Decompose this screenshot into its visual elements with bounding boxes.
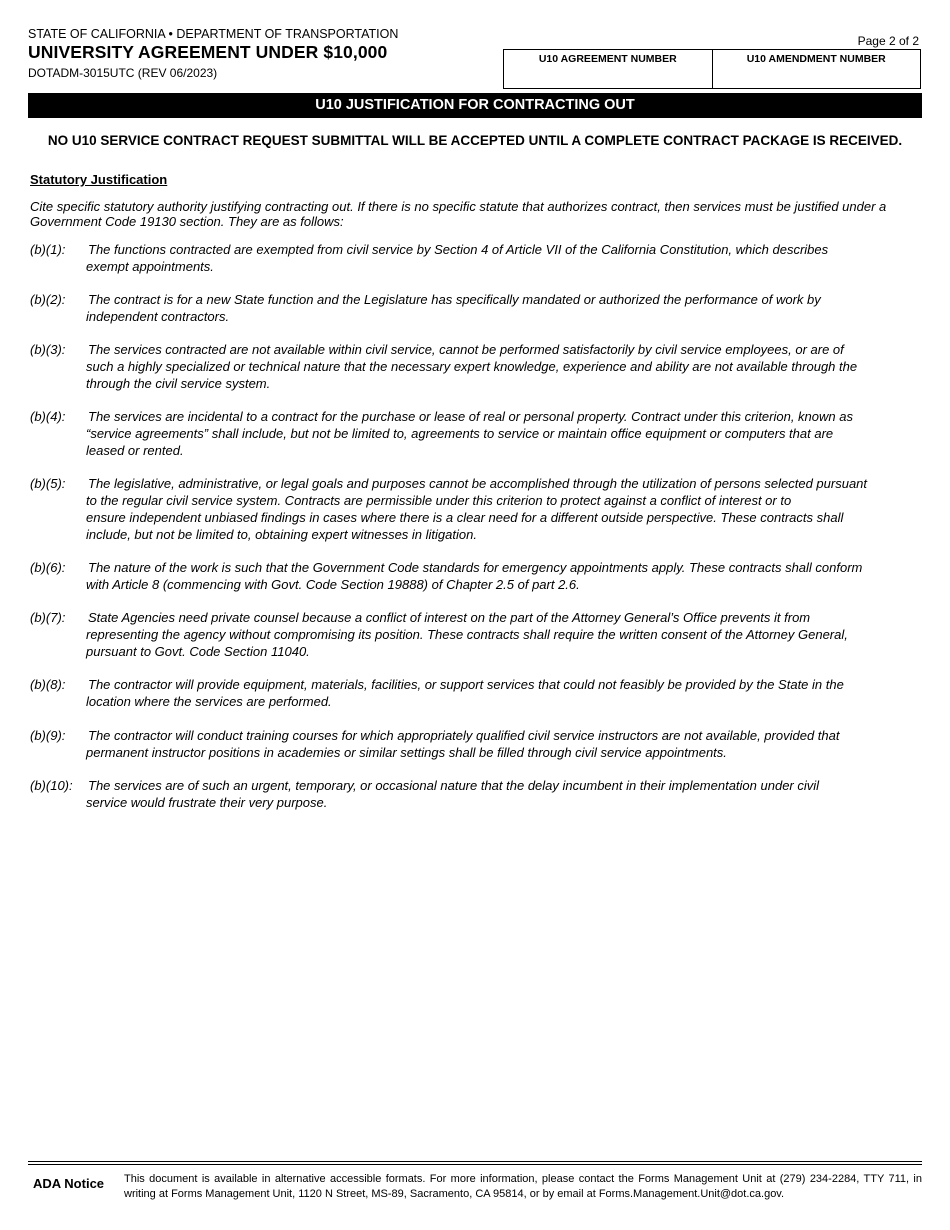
- justification-first-line: [30, 777, 920, 794]
- justification-item: [30, 777, 920, 811]
- justification-item: [30, 475, 920, 543]
- justification-text: The contractor will provide equipment, materials, facilities, or support services that could not feasibly be provided by the State in the: [88, 677, 844, 692]
- justification-continuation: through the civil service system.: [86, 376, 271, 391]
- justification-code: (b)(7):: [30, 610, 66, 625]
- statutory-heading: Statutory Justification: [30, 172, 168, 187]
- justification-continuation: exempt appointments.: [86, 259, 214, 274]
- justification-first-line: [30, 291, 920, 308]
- form-title: UNIVERSITY AGREEMENT UNDER $10,000: [28, 42, 388, 62]
- justification-continuation: such a highly specialized or technical nature that the necessary expert knowledge, experience and ability are not available through the: [86, 359, 858, 374]
- justification-text: The functions contracted are exempted from civil service by Section 4 of Article VII of the California Constitution, which describes: [88, 242, 829, 257]
- section-title-bar: U10 JUSTIFICATION FOR CONTRACTING OUT: [28, 93, 922, 118]
- footer-divider-double: [28, 1164, 922, 1165]
- footer-divider: [28, 1161, 922, 1162]
- justification-continuation: to the regular civil service system. Contracts are permissible under this criterion to protect against a conflict of interest or to: [86, 493, 792, 508]
- agency-name: STATE OF CALIFORNIA • DEPARTMENT OF TRANSPORTATION: [28, 27, 399, 41]
- justification-continuation: independent contractors.: [86, 309, 230, 324]
- justification-code: (b)(4):: [30, 409, 66, 424]
- justification-item: [30, 559, 920, 593]
- justification-code: (b)(2):: [30, 292, 66, 307]
- justification-first-line: [30, 241, 920, 258]
- justification-continuation: “service agreements” shall include, but not be limited to, agreements to service or maintain office equipment or computers that are: [86, 426, 834, 441]
- justification-continuation: service would frustrate their very purpose.: [86, 795, 328, 810]
- justification-code: (b)(8):: [30, 677, 66, 692]
- justification-code: (b)(1):: [30, 242, 66, 257]
- justification-first-line: [30, 559, 920, 576]
- submittal-notice: NO U10 SERVICE CONTRACT REQUEST SUBMITTAL WILL BE ACCEPTED UNTIL A COMPLETE CONTRACT PACKAGE IS RECEIVED.: [47, 133, 903, 148]
- justification-first-line: [30, 609, 920, 626]
- justification-text: State Agencies need private counsel because a conflict of interest on the part of the Attorney General’s Office prevents it from: [88, 610, 811, 625]
- justification-first-line: [30, 727, 920, 744]
- justification-continuation: representing the agency without compromising its position. These contracts shall require the written consent of the Attorney General,: [86, 627, 848, 642]
- form-number: DOTADM-3015UTC (REV 06/2023): [28, 66, 218, 80]
- justification-code: (b)(6):: [30, 560, 66, 575]
- amendment-number-label: U10 AMENDMENT NUMBER: [746, 53, 886, 65]
- justification-item: [30, 727, 920, 761]
- justification-text: The services are incidental to a contract for the purchase or lease of real or personal property. Contract under this criterion, known as: [88, 409, 853, 424]
- justification-item: [30, 341, 920, 392]
- justification-item: [30, 291, 920, 325]
- justification-continuation: permanent instructor positions in academies or similar settings shall be filled through civil service appointments.: [86, 745, 727, 760]
- justification-text: The services are of such an urgent, temporary, or occasional nature that the delay incumbent in their implementation under civil: [88, 778, 820, 793]
- ada-notice-label: ADA Notice: [33, 1176, 105, 1191]
- justification-first-line: [30, 676, 920, 693]
- justification-first-line: [30, 475, 920, 492]
- justification-text: The contractor will conduct training courses for which appropriately qualified civil service instructors are not available, provided that: [88, 728, 840, 743]
- agreement-number-field[interactable]: [504, 50, 712, 88]
- justification-item: [30, 241, 920, 275]
- justification-text: The services contracted are not available within civil service, cannot be performed satisfactorily by civil service employees, or are of: [88, 342, 844, 357]
- page-number: Page 2 of 2: [857, 34, 919, 48]
- justification-continuation: location where the services are performed.: [86, 694, 332, 709]
- justification-item: [30, 676, 920, 710]
- statutory-intro: Cite specific statutory authority justifying contracting out. If there is no specific statute that authorizes contract, then services must be justified under a Government Code 19130 section. They are as follows:: [30, 199, 887, 229]
- form-header: [28, 27, 922, 89]
- justification-text: The nature of the work is such that the Government Code standards for emergency appointments apply. These contracts shall conform: [88, 560, 863, 575]
- justification-first-line: [30, 408, 920, 425]
- justification-code: (b)(3):: [30, 342, 66, 357]
- agreement-number-label: U10 AGREEMENT NUMBER: [538, 53, 677, 65]
- justification-item: [30, 609, 920, 660]
- justification-text: The contract is for a new State function and the Legislature has specifically mandated or authorized the performance of work by: [88, 292, 821, 307]
- amendment-number-field[interactable]: [712, 50, 921, 88]
- justification-continuation: ensure independent unbiased findings in cases where there is a clear need for a different outside perspective. These contracts shall: [86, 510, 844, 525]
- justification-text: The legislative, administrative, or legal goals and purposes cannot be accomplished through the utilization of persons selected pursuant: [88, 476, 868, 491]
- justification-continuation: with Article 8 (commencing with Govt. Code Section 19888) of Chapter 2.5 of part 2.6.: [86, 577, 580, 592]
- justification-code: (b)(10):: [30, 778, 73, 793]
- justification-code: (b)(9):: [30, 728, 66, 743]
- justification-first-line: [30, 341, 920, 358]
- justification-item: [30, 408, 920, 459]
- justification-code: (b)(5):: [30, 476, 66, 491]
- justification-continuation: pursuant to Govt. Code Section 11040.: [86, 644, 310, 659]
- justification-continuation: leased or rented.: [86, 443, 184, 458]
- justification-continuation: include, but not be limited to, obtaining expert witnesses in litigation.: [86, 527, 477, 542]
- agreement-number-table: [503, 49, 921, 89]
- ada-notice-text: This document is available in alternative accessible formats. For more information, please contact the Forms Management Unit at (279) 234-2284, TTY 711, in writing at Forms Management Unit, 1120 N Street, MS-89, Sacramento, CA 95814, or by email at Forms.Management.Unit@dot.ca.gov.: [124, 1173, 922, 1200]
